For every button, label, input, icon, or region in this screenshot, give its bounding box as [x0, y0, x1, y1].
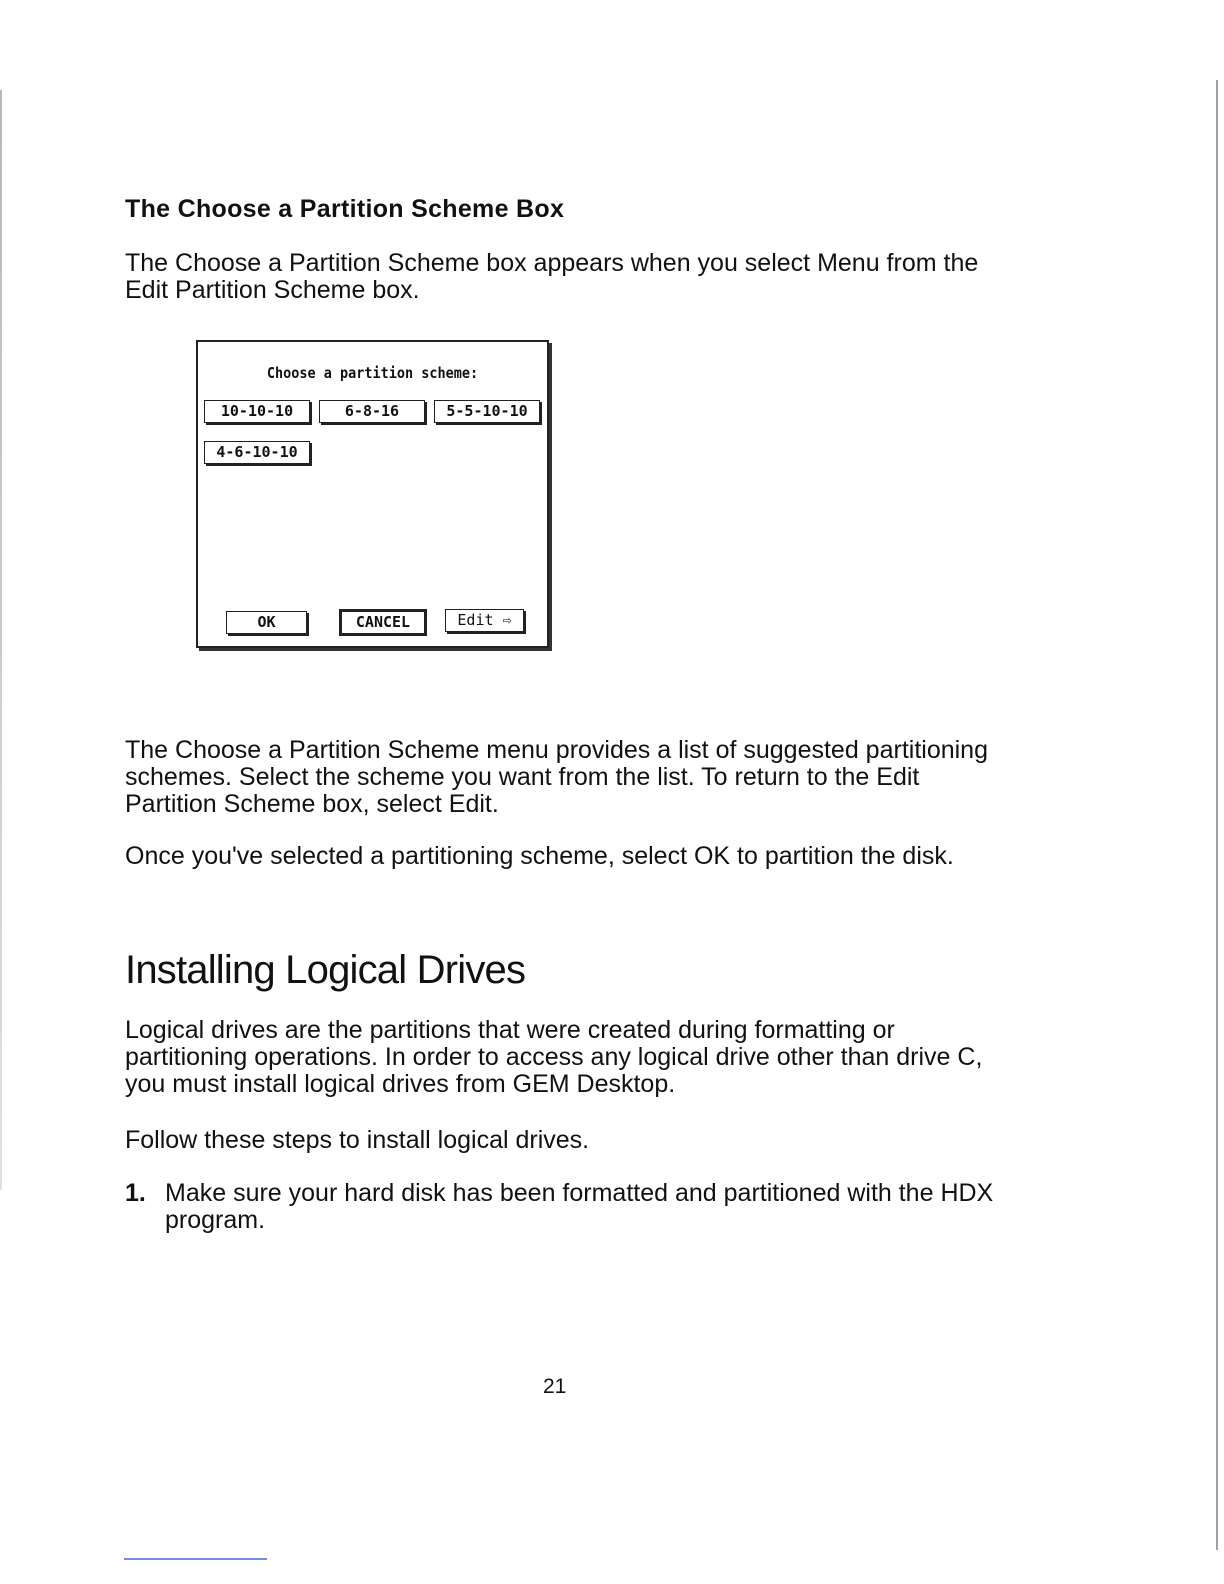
menu-paragraph: The Choose a Partition Scheme menu provides a list of suggested partitioning schemes. Select the scheme you want from the list. To return to the Edit Partition Scheme box, select Edit.: [125, 736, 988, 818]
ok-button[interactable]: OK: [226, 611, 307, 634]
step-number: 1.: [125, 1179, 146, 1207]
cancel-button[interactable]: CANCEL: [339, 609, 427, 636]
intro-paragraph: The Choose a Partition Scheme box appears when you select Menu from the Edit Partition Scheme box.: [125, 249, 979, 304]
bottom-rule: [124, 1558, 267, 1560]
dialog-title: Choose a partition scheme:: [266, 364, 479, 382]
step-text: Make sure your hard disk has been formatted and partitioned with the HDX program.: [165, 1179, 994, 1234]
logical-drives-paragraph: Logical drives are the partitions that were created during formatting or partitioning operations. In order to access any logical drive other than drive C, you must install logical drives from GEM Desktop.: [125, 1016, 983, 1098]
scheme-option-5-5-10-10[interactable]: 5-5-10-10: [434, 400, 540, 423]
choose-partition-scheme-dialog: [196, 340, 549, 648]
scheme-option-4-6-10-10[interactable]: 4-6-10-10: [204, 441, 310, 464]
ok-paragraph: Once you've selected a partitioning scheme, select OK to partition the disk.: [125, 842, 954, 870]
scheme-option-6-8-16[interactable]: 6-8-16: [319, 400, 425, 423]
scan-right-edge: [1216, 80, 1218, 1550]
scan-left-edge: [0, 90, 2, 1190]
edit-button[interactable]: Edit ⇨: [445, 609, 524, 632]
scheme-option-10-10-10[interactable]: 10-10-10: [204, 400, 310, 423]
page-number: 21: [543, 1375, 567, 1398]
steps-intro-paragraph: Follow these steps to install logical drives.: [125, 1126, 590, 1154]
section-heading: The Choose a Partition Scheme Box: [125, 195, 565, 223]
chapter-heading: Installing Logical Drives: [125, 948, 526, 992]
